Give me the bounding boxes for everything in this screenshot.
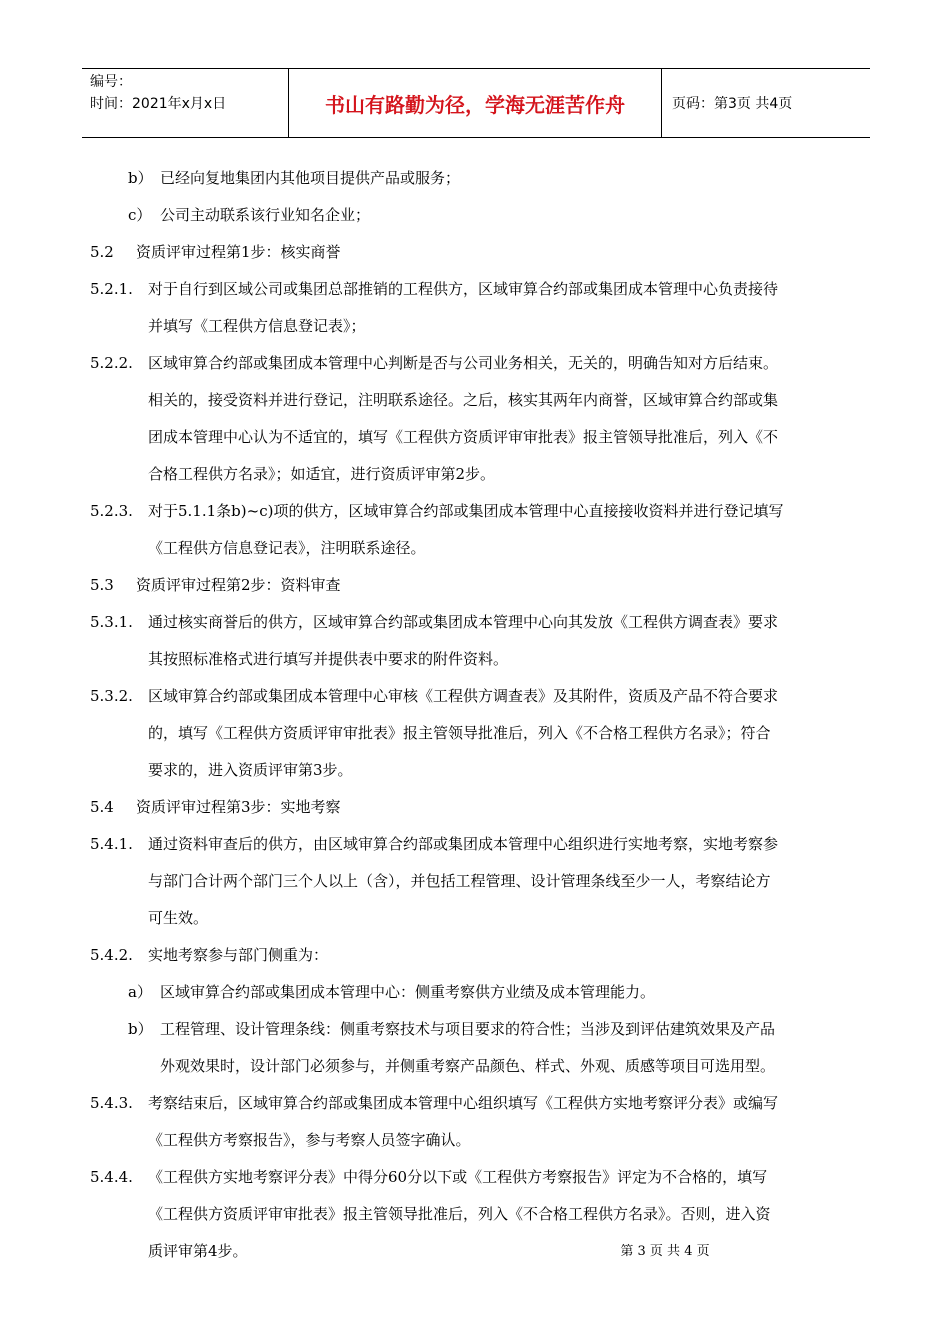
section-title: 资质评审过程第3步：实地考察 [136,798,341,816]
list-item-continuation: 外观效果时，设计部门必须参与，并侧重考察产品颜色、样式、外观、质感等项目可选用型。 [160,1057,776,1075]
text-line [0,493,950,530]
clause-continuation: 团成本管理中心认为不适宜的，填写《工程供方资质评审审批表》报主管领导批准后，列入《不 [148,428,779,446]
text-line [0,863,950,900]
clause-number: 5.4.2. [90,946,133,964]
clause-continuation: 其按照标准格式进行填写并提供表中要求的附件资料。 [148,650,509,668]
clause-number: 5.4.4. [90,1168,133,1186]
text-line [0,234,950,271]
text-line [0,604,950,641]
list-item-label: b） [128,1020,153,1038]
text-line [0,715,950,752]
text-line [0,567,950,604]
clause-text: 通过资料审查后的供方，由区域审算合约部或集团成本管理中心组织进行实地考察，实地考察参 [148,835,779,853]
list-item-label: b） [128,169,153,187]
text-line [0,530,950,567]
clause-text: 《工程供方实地考察评分表》中得分60分以下或《工程供方考察报告》评定为不合格的，填写 [148,1168,768,1186]
list-item-text: 公司主动联系该行业知名企业； [160,206,371,224]
clause-number: 5.4.3. [90,1094,133,1112]
list-item-label: a） [128,983,152,1001]
text-line [0,308,950,345]
header-motto: 书山有路勤为径，学海无涯苦作舟 [289,69,662,137]
clause-number: 5.3.1. [90,613,133,631]
clause-text: 考察结束后，区域审算合约部或集团成本管理中心组织填写《工程供方实地考察评分表》或编写 [148,1094,779,1112]
text-line [0,1085,950,1122]
text-line [0,678,950,715]
clause-continuation: 合格工程供方名录》；如适宜，进行资质评审第2步。 [148,465,496,483]
header-number-label: 编号： [90,74,132,90]
text-line [0,197,950,234]
text-line [0,1048,950,1085]
text-line [0,345,950,382]
section-title: 资质评审过程第1步：核实商誉 [136,243,341,261]
clause-continuation: 可生效。 [148,909,209,927]
text-line [0,271,950,308]
clause-continuation: 要求的，进入资质评审第3步。 [148,761,353,779]
clause-number: 5.2.3. [90,502,133,520]
text-line [0,826,950,863]
header-date-label: 时间：2021年x月x日 [90,96,227,112]
text-line [0,1122,950,1159]
text-line [0,974,950,1011]
clause-text: 区域审算合约部或集团成本管理中心审核《工程供方调查表》及其附件，资质及产品不符合要求 [148,687,779,705]
clause-continuation: 质评审第4步。 [148,1242,248,1260]
list-item-text: 区域审算合约部或集团成本管理中心：侧重考察供方业绩及成本管理能力。 [160,983,656,1001]
clause-continuation: 相关的，接受资料并进行登记，注明联系途径。之后，核实其两年内商誉，区域审算合约部或集 [148,391,779,409]
clause-continuation: 《工程供方考察报告》，参与考察人员签字确认。 [148,1131,471,1149]
text-line [0,900,950,937]
text-line [0,1159,950,1196]
clause-text: 区域审算合约部或集团成本管理中心判断是否与公司业务相关，无关的，明确告知对方后结束。 [148,354,779,372]
header-meta [82,69,289,137]
text-line [0,641,950,678]
clause-continuation: 《工程供方信息登记表》，注明联系途径。 [148,539,426,557]
clause-text: 通过核实商誉后的供方，区域审算合约部或集团成本管理中心向其发放《工程供方调查表》要求 [148,613,779,631]
text-line [0,752,950,789]
clause-number: 5.4.1. [90,835,133,853]
list-item-label: c） [128,206,152,224]
list-item-text: 已经向复地集团内其他项目提供产品或服务； [160,169,461,187]
clause-number: 5.2.1. [90,280,133,298]
clause-text: 实地考察参与部门侧重为： [148,946,329,964]
text-line [0,789,950,826]
page-header [82,68,870,138]
clause-text: 对于5.1.1条b)~c)项的供方，区域审算合约部或集团成本管理中心直接接收资料并进行登记填写 [148,502,784,520]
clause-continuation: 《工程供方资质评审审批表》报主管领导批准后，列入《不合格工程供方名录》。否则，进入资 [148,1205,771,1223]
clause-text: 对于自行到区域公司或集团总部推销的工程供方，区域审算合约部或集团成本管理中心负责接待 [148,280,779,298]
clause-number: 5.3.2. [90,687,133,705]
section-number: 5.3 [90,576,114,594]
text-line [0,160,950,197]
list-item-text: 工程管理、设计管理条线：侧重考察技术与项目要求的符合性；当涉及到评估建筑效果及产品 [160,1020,776,1038]
text-line [0,1196,950,1233]
clause-continuation: 并填写《工程供方信息登记表》； [148,317,366,335]
text-line [0,1011,950,1048]
text-line [0,937,950,974]
text-line [0,419,950,456]
clause-number: 5.2.2. [90,354,133,372]
text-line [0,456,950,493]
clause-continuation: 与部门合计两个部门三个人以上（含），并包括工程管理、设计管理条线至少一人，考察结论方 [148,872,771,890]
text-line [0,382,950,419]
section-number: 5.4 [90,798,114,816]
page-footer: 第 3 页 共 4 页 [620,1244,710,1259]
header-page-code: 页码：第3页 共4页 [672,96,793,112]
clause-continuation: 的，填写《工程供方资质评审审批表》报主管领导批准后，列入《不合格工程供方名录》；符合 [148,724,771,742]
section-number: 5.2 [90,243,114,261]
section-title: 资质评审过程第2步：资料审查 [136,576,341,594]
